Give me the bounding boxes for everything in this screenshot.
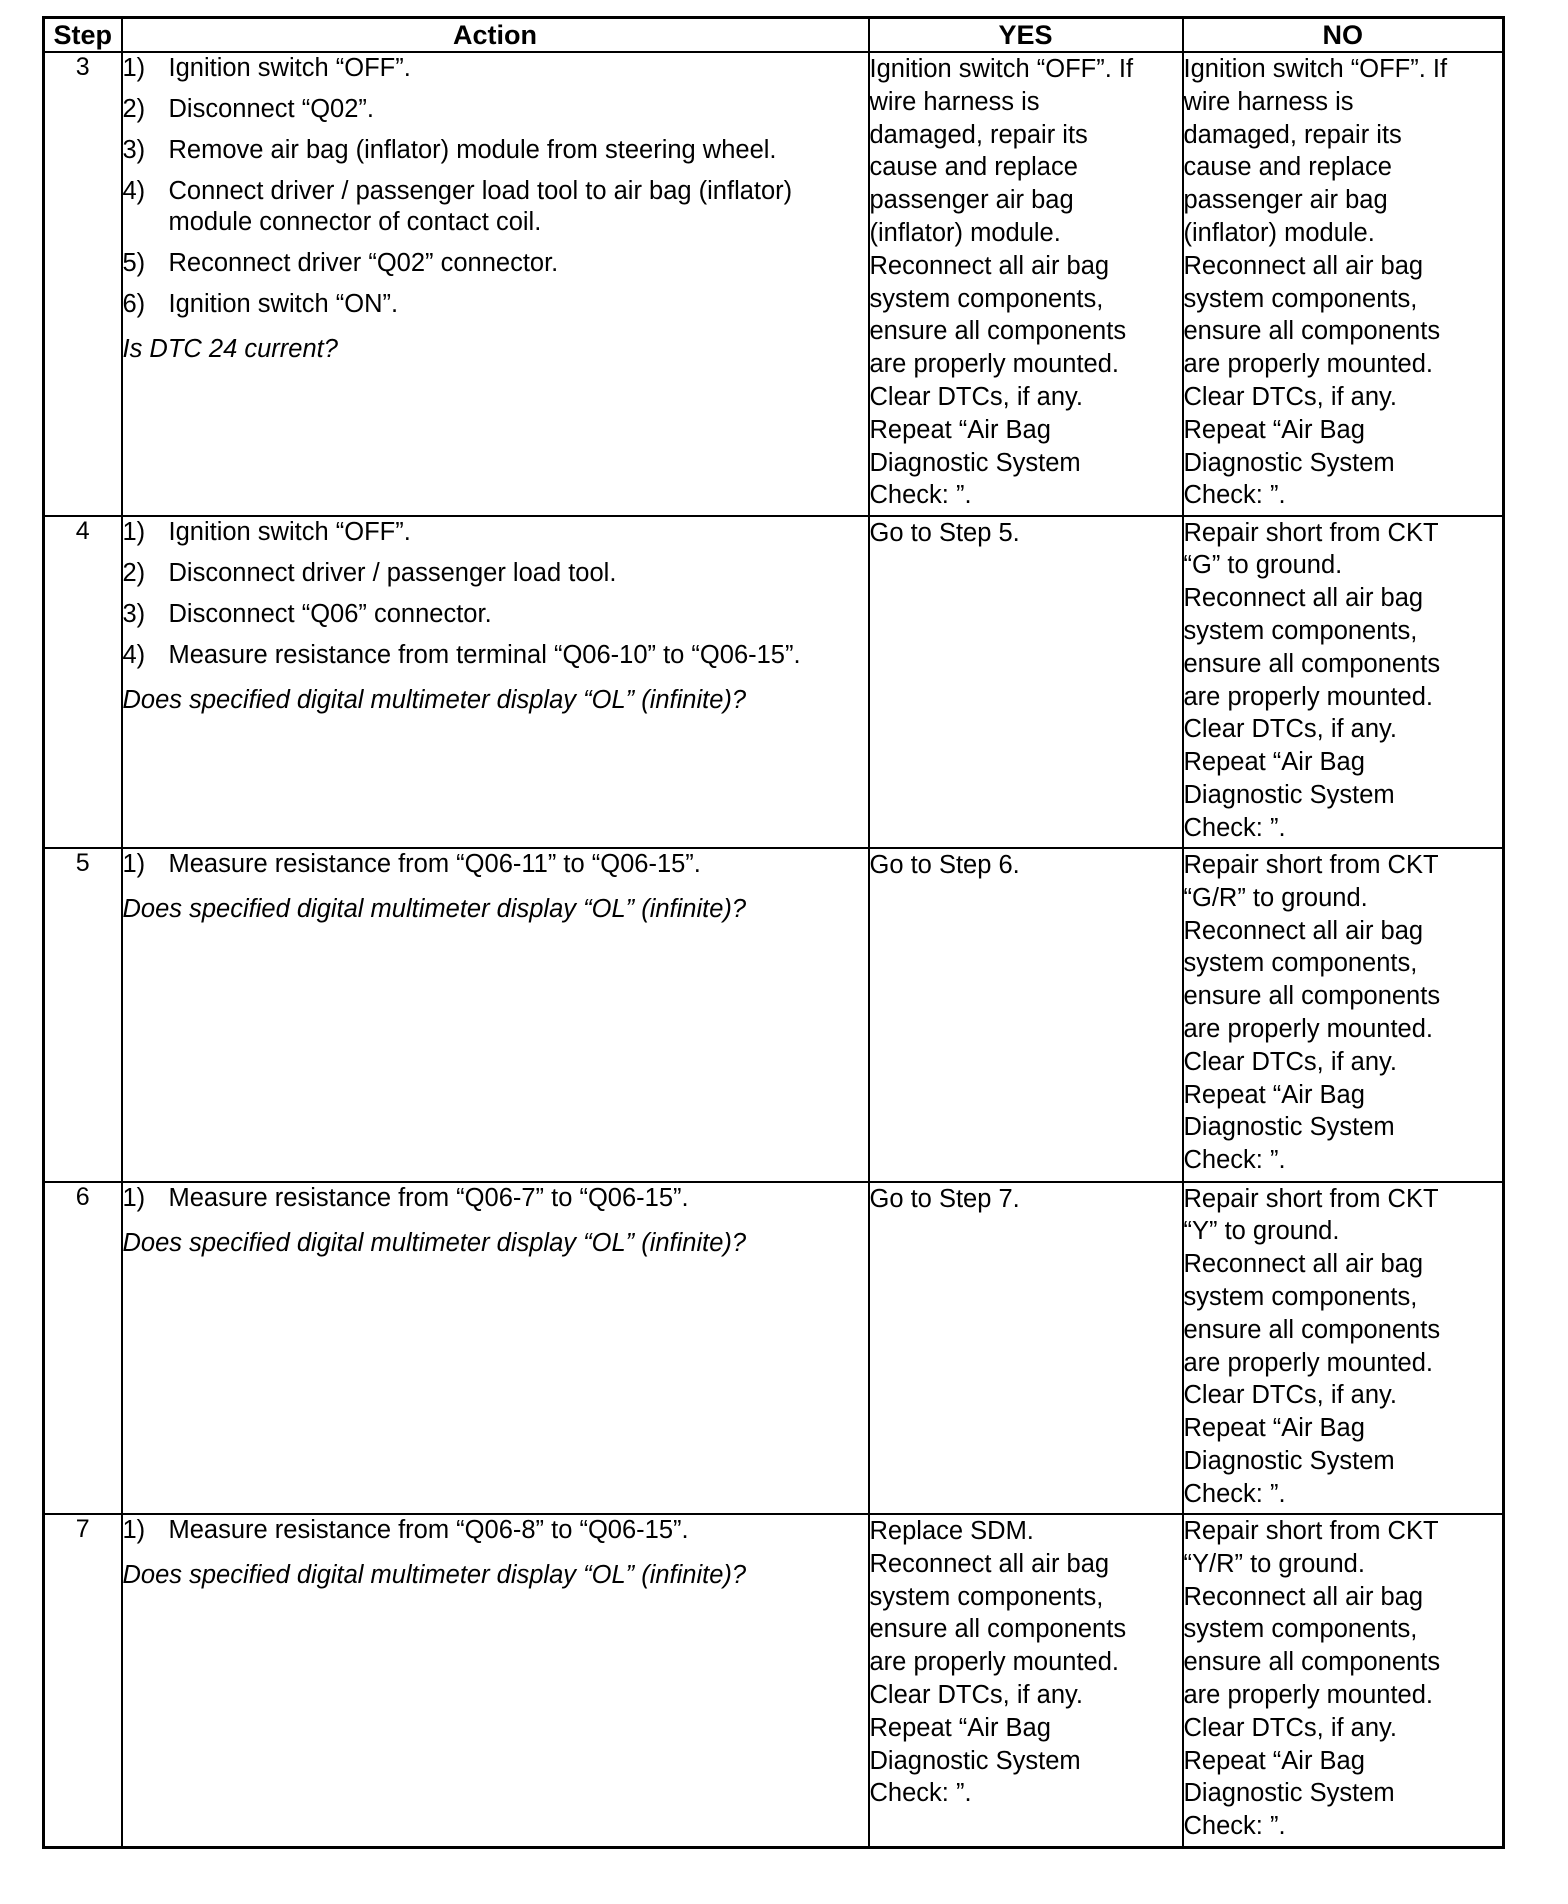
action-step-number: 4)	[122, 640, 146, 669]
yes-result: Go to Step 6.	[869, 848, 1183, 1181]
action-question: Is DTC 24 current?	[122, 335, 338, 363]
action-step-text: Measure resistance from terminal “Q06-10” to “Q06-15”.	[168, 640, 801, 669]
action-step-number: 3)	[122, 599, 146, 628]
yes-result: Go to Step 7.	[869, 1182, 1183, 1514]
action-step-text: Remove air bag (inflator) module from steering wheel.	[168, 136, 777, 164]
action-step-item	[123, 53, 868, 84]
action-question: Does specified digital multimeter display “OL” (infinite)?	[122, 895, 747, 924]
header-action: Action	[122, 18, 869, 53]
action-step-text: Disconnect “Q06” connector.	[168, 599, 492, 628]
step-number: 6	[44, 1182, 122, 1514]
action-step-item	[123, 1515, 868, 1546]
no-result: Repair short from CKT “Y/R” to ground. Reconnect all air bag system components, ensure all components are properly mounted. Clear DTCs, if any. Repeat “Air Bag Diagnostic System Check: ”.	[1183, 1514, 1504, 1848]
action-question: Does specified digital multimeter display “OL” (infinite)?	[122, 1561, 747, 1589]
action-cell	[122, 52, 869, 516]
action-cell	[122, 516, 869, 848]
yes-result: Ignition switch “OFF”. If wire harness is damaged, repair its cause and replace passenger air bag (inflator) module. Reconnect all air bag system components, ensure all components are properly mounted. Clear DTCs, if any. Repeat “Air Bag Diagnostic System Check: ”.	[869, 52, 1183, 516]
action-steps-list	[123, 517, 868, 671]
table-row	[44, 52, 1504, 516]
diagnostic-table	[42, 16, 1505, 1849]
table-row	[44, 516, 1504, 848]
action-step-item	[123, 558, 868, 589]
action-step-text: Disconnect driver / passenger load tool.	[168, 558, 617, 587]
action-step-item	[123, 640, 868, 671]
action-step-number: 2)	[122, 95, 146, 123]
no-result: Ignition switch “OFF”. If wire harness is damaged, repair its cause and replace passenger air bag (inflator) module. Reconnect all air bag system components, ensure all components are properly mounted. Clear DTCs, if any. Repeat “Air Bag Diagnostic System Check: ”.	[1183, 52, 1504, 516]
action-steps-list	[123, 53, 868, 320]
action-step-text: Disconnect “Q02”.	[168, 95, 374, 123]
action-question: Does specified digital multimeter display “OL” (infinite)?	[122, 1228, 747, 1257]
action-step-number: 4)	[122, 177, 146, 205]
action-step-number: 5)	[122, 249, 146, 277]
action-step-number: 1)	[122, 850, 146, 879]
action-step-text: Ignition switch “OFF”.	[168, 54, 411, 82]
yes-result: Replace SDM. Reconnect all air bag system components, ensure all components are properly mounted. Clear DTCs, if any. Repeat “Air Bag Diagnostic System Check: ”.	[869, 1514, 1183, 1848]
action-step-number: 1)	[122, 517, 146, 546]
header-yes: YES	[869, 18, 1183, 53]
step-number: 3	[44, 52, 122, 516]
header-row	[44, 18, 1504, 53]
action-step-text: Measure resistance from “Q06-11” to “Q06-15”.	[168, 850, 701, 879]
no-result: Repair short from CKT “G/R” to ground. Reconnect all air bag system components, ensure all components are properly mounted. Clear DTCs, if any. Repeat “Air Bag Diagnostic System Check: ”.	[1183, 848, 1504, 1181]
action-step-text: Measure resistance from “Q06-8” to “Q06-15”.	[168, 1516, 689, 1544]
action-step-number: 2)	[122, 558, 146, 587]
action-step-item	[123, 1183, 868, 1214]
table-row	[44, 848, 1504, 1181]
action-step-text: Connect driver / passenger load tool to air bag (inflator) module connector of contact coil.	[168, 177, 793, 236]
action-step-item	[123, 176, 868, 238]
action-step-text: Ignition switch “ON”.	[168, 290, 399, 318]
table-row	[44, 1514, 1504, 1848]
action-step-item	[123, 135, 868, 166]
action-step-number: 1)	[122, 1516, 146, 1544]
action-step-number: 3)	[122, 136, 146, 164]
header-no: NO	[1183, 18, 1504, 53]
action-step-item	[123, 517, 868, 548]
action-cell	[122, 848, 869, 1181]
action-step-item	[123, 248, 868, 279]
action-steps-list	[123, 1183, 868, 1214]
action-step-number: 6)	[122, 290, 146, 318]
step-number: 4	[44, 516, 122, 848]
step-number: 5	[44, 848, 122, 1181]
action-step-text: Measure resistance from “Q06-7” to “Q06-15”.	[168, 1183, 689, 1212]
action-step-item	[123, 94, 868, 125]
action-step-number: 1)	[122, 1183, 146, 1212]
action-step-item	[123, 289, 868, 320]
table-row	[44, 1182, 1504, 1514]
header-step: Step	[44, 18, 122, 53]
action-question: Does specified digital multimeter display “OL” (infinite)?	[122, 685, 747, 714]
no-result: Repair short from CKT “G” to ground. Reconnect all air bag system components, ensure all components are properly mounted. Clear DTCs, if any. Repeat “Air Bag Diagnostic System Check: ”.	[1183, 516, 1504, 848]
action-cell	[122, 1514, 869, 1848]
action-steps-list	[123, 1515, 868, 1546]
yes-result: Go to Step 5.	[869, 516, 1183, 848]
action-steps-list	[123, 849, 868, 880]
action-step-item	[123, 849, 868, 880]
action-step-number: 1)	[122, 54, 146, 82]
step-number: 7	[44, 1514, 122, 1848]
action-step-text: Reconnect driver “Q02” connector.	[168, 249, 559, 277]
action-step-text: Ignition switch “OFF”.	[168, 517, 411, 546]
action-step-item	[123, 599, 868, 630]
action-cell	[122, 1182, 869, 1514]
no-result: Repair short from CKT “Y” to ground. Reconnect all air bag system components, ensure all components are properly mounted. Clear DTCs, if any. Repeat “Air Bag Diagnostic System Check: ”.	[1183, 1182, 1504, 1514]
